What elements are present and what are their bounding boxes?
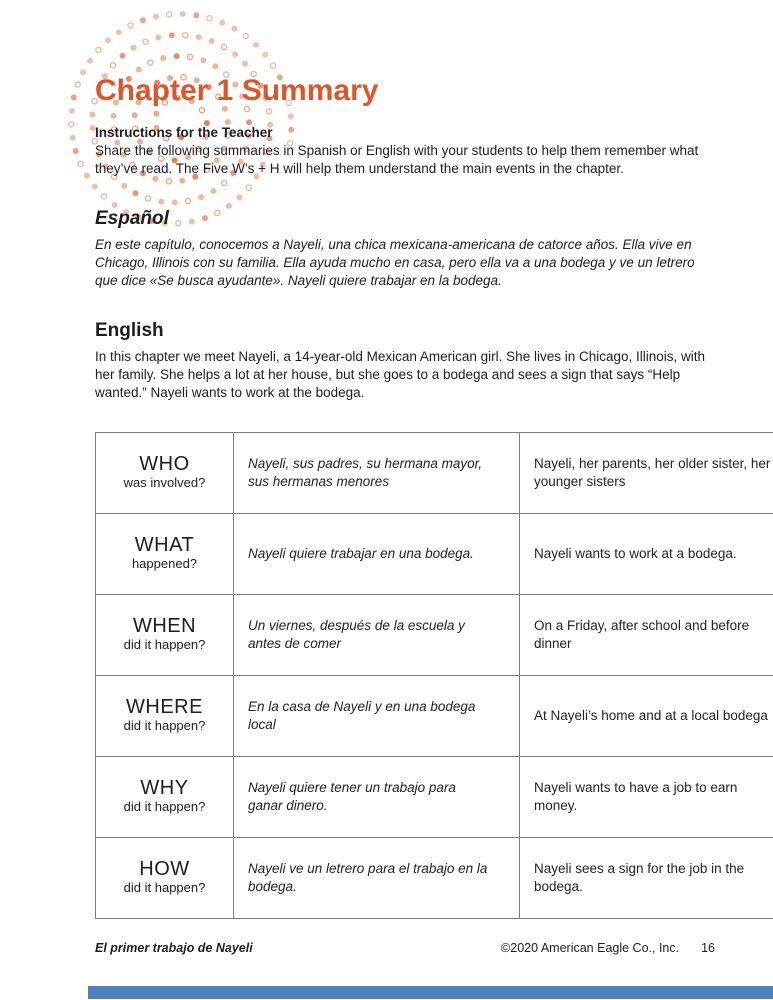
- five-ws-table: [95, 432, 773, 919]
- question-subtext: happened?: [131, 555, 198, 571]
- english-answer-cell: Nayeli wants to work at a bodega.: [520, 514, 773, 595]
- table-row-when: [96, 595, 773, 676]
- spanish-answer-cell: Nayeli quiere trabajar en una bodega.: [234, 514, 520, 595]
- spanish-answer-cell: Un viernes, después de la escuela y antes de comer: [234, 595, 520, 676]
- spanish-answer-cell: En la casa de Nayeli y en una bodega local: [234, 676, 520, 757]
- english-answer-cell: Nayeli, her parents, her older sister, her younger sisters: [520, 433, 773, 514]
- question-subtext: was involved?: [123, 474, 206, 490]
- instructions-text: Share the following summaries in Spanish or English with your students to help them remember what they’ve read. The Five W’s + H will help them understand the main events in the chapter.: [95, 143, 699, 176]
- question-word-cell: [96, 514, 234, 595]
- question-word-cell: [96, 433, 234, 514]
- spanish-answer-cell: Nayeli ve un letrero para el trabajo en la bodega.: [234, 838, 520, 919]
- question-word: WHO: [139, 452, 190, 475]
- page-title: Chapter 1 Summary: [95, 74, 379, 107]
- page-content: [95, 0, 771, 919]
- english-answer-cell: On a Friday, after school and before dinner: [520, 595, 773, 676]
- table-row-what: [96, 514, 773, 595]
- question-word: HOW: [139, 857, 190, 880]
- english-answer-cell: At Nayeli’s home and at a local bodega: [520, 676, 773, 757]
- footer-accent-bar: [88, 986, 773, 999]
- espanol-summary-text: En este capítulo, conocemos a Nayeli, una chica mexicana-americana de catorce años. Ella vive en Chicago, Illinois con su familia. Ella ayuda mucho en casa, pero ella va a una bodega y ve un letrero que dice «Se busca ayudante». Nayeli quiere trabajar en la bodega.: [95, 237, 695, 288]
- question-word: WHY: [140, 776, 189, 799]
- english-summary-text: In this chapter we meet Nayeli, a 14-year-old Mexican American girl. She lives in Chicago, Illinois, with her family. She helps a lot at her house, but she goes to a bodega and sees a sign that says “Help wanted.” Nayeli wants to work at the bodega.: [95, 349, 706, 400]
- footer-right-group: [501, 941, 715, 955]
- question-subtext: did it happen?: [123, 717, 206, 733]
- footer-book-title: El primer trabajo de Nayeli: [95, 941, 253, 955]
- spanish-answer-cell: Nayeli, sus padres, su hermana mayor, sus hermanas menores: [234, 433, 520, 514]
- question-word-cell: [96, 676, 234, 757]
- english-answer-cell: Nayeli sees a sign for the job in the bodega.: [520, 838, 773, 919]
- table-row-where: [96, 676, 773, 757]
- question-word: WHAT: [134, 533, 195, 556]
- page-footer: [95, 941, 715, 955]
- question-word: WHERE: [126, 695, 203, 718]
- question-subtext: did it happen?: [123, 879, 206, 895]
- table-row-why: [96, 757, 773, 838]
- english-answer-cell: Nayeli wants to have a job to earn money.: [520, 757, 773, 838]
- question-word: WHEN: [132, 614, 197, 637]
- spanish-answer-cell: Nayeli quiere tener un trabajo para ganar dinero.: [234, 757, 520, 838]
- footer-copyright: ©2020 American Eagle Co., Inc.: [501, 941, 680, 955]
- instructions-heading: Instructions for the Teacher: [95, 125, 273, 140]
- question-subtext: did it happen?: [123, 798, 206, 814]
- question-word-cell: [96, 595, 234, 676]
- question-word-cell: [96, 838, 234, 919]
- question-word-cell: [96, 757, 234, 838]
- english-heading: English: [95, 320, 164, 341]
- question-subtext: did it happen?: [123, 636, 206, 652]
- table-row-who: [96, 433, 773, 514]
- espanol-heading: Español: [95, 208, 169, 229]
- table-row-how: [96, 838, 773, 919]
- footer-page-number: 16: [701, 941, 715, 955]
